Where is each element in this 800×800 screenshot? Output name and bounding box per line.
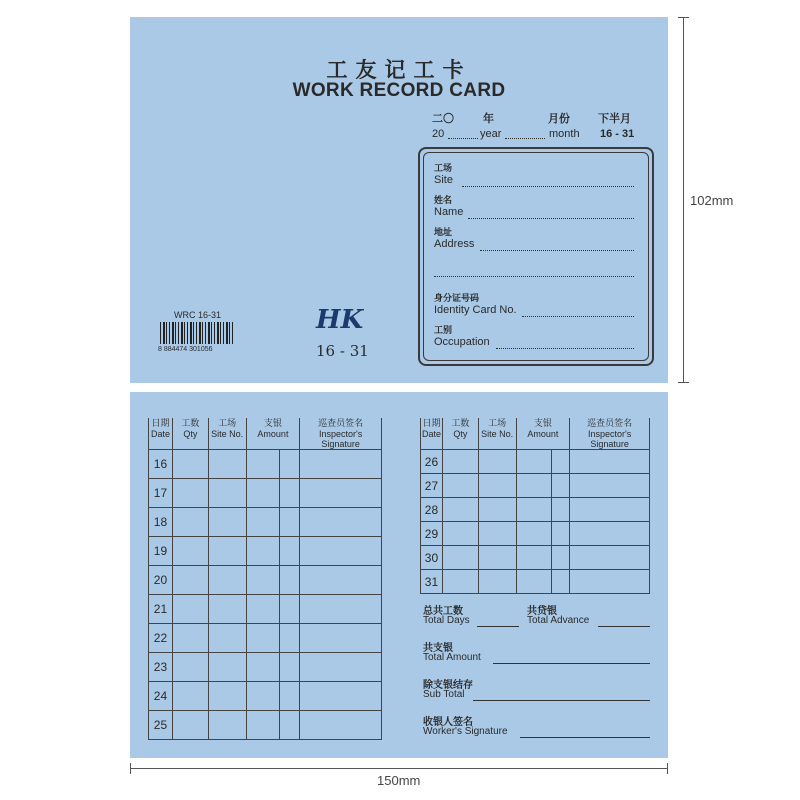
header-signature-zh: 巡查员签名 [587, 419, 633, 429]
amount-cents-cell[interactable] [552, 474, 570, 498]
qty-cell[interactable] [172, 653, 208, 682]
table-row [149, 595, 382, 624]
period-zh-year: 年 [483, 112, 494, 125]
amount-cell[interactable] [246, 624, 280, 653]
header-date-zh: 日期 [151, 419, 170, 429]
signature-cell[interactable] [300, 653, 382, 682]
amount-cents-cell[interactable] [552, 450, 570, 474]
address-field-1[interactable] [480, 250, 634, 251]
worker-signature-field[interactable] [520, 737, 650, 738]
amount-cents-cell[interactable] [280, 624, 300, 653]
table-row [149, 450, 382, 479]
address-label: Address [434, 238, 475, 250]
name-field[interactable] [468, 218, 634, 219]
date-cell: 20 [149, 566, 173, 595]
header-signature: Inspector's Signature [588, 429, 632, 449]
site-cell[interactable] [478, 522, 516, 546]
site-cell[interactable] [208, 537, 246, 566]
sub-total-label: Sub Total [423, 689, 465, 700]
qty-cell[interactable] [172, 624, 208, 653]
amount-cell[interactable] [516, 474, 552, 498]
amount-cell[interactable] [516, 522, 552, 546]
height-dimension-label: 102mm [690, 193, 734, 208]
total-advance-field[interactable] [598, 626, 650, 627]
table-row [149, 566, 382, 595]
header-amount: Amount [257, 429, 289, 439]
amount-cell[interactable] [246, 508, 280, 537]
logo-subtitle: 16 - 31 [316, 342, 369, 360]
amount-cents-cell[interactable] [280, 711, 300, 740]
amount-cell[interactable] [516, 498, 552, 522]
date-cell: 24 [149, 682, 173, 711]
table-row [421, 546, 650, 570]
amount-cell[interactable] [516, 546, 552, 570]
site-cell[interactable] [208, 479, 246, 508]
date-cell: 29 [421, 522, 443, 546]
info-box [418, 147, 654, 366]
signature-cell[interactable] [300, 682, 382, 711]
occupation-label: Occupation [434, 336, 490, 348]
header-amount-zh: 支银 [533, 419, 552, 429]
product-code: WRC 16-31 [174, 310, 222, 320]
header-qty-zh: 工数 [451, 419, 470, 429]
header-qty-zh: 工数 [181, 419, 200, 429]
site-cell[interactable] [208, 624, 246, 653]
date-cell: 21 [149, 595, 173, 624]
qty-cell[interactable] [172, 566, 208, 595]
month-blank [505, 138, 545, 139]
signature-cell[interactable] [570, 450, 650, 474]
site-cell[interactable] [478, 474, 516, 498]
hk-logo: HK [316, 305, 364, 335]
amount-cell[interactable] [246, 479, 280, 508]
site-cell[interactable] [478, 498, 516, 522]
width-dimension-label: 150mm [377, 773, 421, 788]
site-cell[interactable] [208, 508, 246, 537]
amount-cents-cell[interactable] [280, 682, 300, 711]
total-amount-label-zh: 共支银 [423, 643, 453, 654]
amount-cents-cell[interactable] [280, 595, 300, 624]
signature-cell[interactable] [570, 522, 650, 546]
total-days-field[interactable] [477, 626, 519, 627]
qty-cell[interactable] [442, 546, 478, 570]
table-row [149, 537, 382, 566]
date-cell: 27 [421, 474, 443, 498]
worker-signature-label: Worker's Signature [423, 726, 508, 737]
date-cell: 17 [149, 479, 173, 508]
date-cell: 23 [149, 653, 173, 682]
date-cell: 26 [421, 450, 443, 474]
amount-cents-cell[interactable] [280, 537, 300, 566]
header-site: Site No. [481, 429, 514, 439]
qty-cell[interactable] [172, 450, 208, 479]
identity-label: Identity Card No. [434, 304, 517, 316]
qty-cell[interactable] [442, 474, 478, 498]
signature-cell[interactable] [300, 537, 382, 566]
year-blank [448, 138, 478, 139]
signature-cell[interactable] [300, 566, 382, 595]
table-row [149, 508, 382, 537]
qty-cell[interactable] [442, 522, 478, 546]
width-dimension-tick-right [667, 763, 668, 774]
amount-cell[interactable] [516, 450, 552, 474]
header-signature: Inspector's Signature [319, 429, 363, 449]
width-dimension-line [130, 768, 668, 769]
sub-total-field[interactable] [473, 700, 650, 701]
period-zh-twenty: 二〇 [432, 112, 454, 125]
date-cell: 18 [149, 508, 173, 537]
total-advance-label-zh: 共贷银 [527, 606, 557, 617]
signature-cell[interactable] [300, 508, 382, 537]
amount-cell[interactable] [246, 595, 280, 624]
date-cell: 31 [421, 570, 443, 594]
signature-cell[interactable] [570, 498, 650, 522]
period-en-month: month [549, 128, 580, 140]
site-cell[interactable] [478, 570, 516, 594]
signature-cell[interactable] [300, 711, 382, 740]
date-cell: 22 [149, 624, 173, 653]
site-cell[interactable] [208, 450, 246, 479]
date-cell: 28 [421, 498, 443, 522]
signature-cell[interactable] [570, 474, 650, 498]
qty-cell[interactable] [172, 595, 208, 624]
header-amount-zh: 支银 [263, 419, 282, 429]
table-row [149, 711, 382, 740]
table-row [149, 479, 382, 508]
total-days-label: Total Days [423, 615, 470, 626]
signature-cell[interactable] [570, 546, 650, 570]
signature-cell[interactable] [570, 570, 650, 594]
qty-cell[interactable] [172, 537, 208, 566]
header-date-zh: 日期 [422, 419, 441, 429]
amount-cents-cell[interactable] [280, 653, 300, 682]
amount-cell[interactable] [246, 566, 280, 595]
header-qty: Qty [183, 429, 198, 439]
name-label: Name [434, 206, 464, 218]
table-row [149, 624, 382, 653]
total-amount-field[interactable] [493, 663, 650, 664]
period-en-year: year [480, 128, 502, 140]
table-row [149, 682, 382, 711]
name-label-zh: 姓名 [434, 196, 453, 206]
title-english: WORK RECORD CARD [292, 80, 506, 101]
identity-label-zh: 身分证号码 [434, 294, 480, 304]
width-dimension-tick-left [130, 763, 131, 774]
height-dimension-line [683, 17, 684, 383]
address-label-zh: 地址 [434, 228, 453, 238]
identity-field[interactable] [522, 316, 634, 317]
signature-cell[interactable] [300, 479, 382, 508]
total-amount-label: Total Amount [423, 652, 481, 663]
signature-cell[interactable] [300, 450, 382, 479]
amount-cents-cell[interactable] [552, 498, 570, 522]
sub-total-label-zh: 除支银结存 [423, 680, 473, 691]
site-cell[interactable] [208, 682, 246, 711]
occupation-field[interactable] [496, 348, 634, 349]
amount-cents-cell[interactable] [552, 570, 570, 594]
back-card [130, 392, 668, 758]
period-en-range: 16 - 31 [600, 128, 635, 140]
header-amount: Amount [527, 429, 559, 439]
height-dimension-tick-top [678, 17, 689, 18]
address-field-2[interactable] [434, 276, 634, 277]
qty-cell[interactable] [172, 508, 208, 537]
header-date: Date [150, 429, 170, 439]
site-field[interactable] [462, 186, 634, 187]
signature-cell[interactable] [300, 624, 382, 653]
table-row [149, 653, 382, 682]
header-signature-zh: 巡查员签名 [318, 419, 364, 429]
total-advance-label: Total Advance [527, 615, 590, 626]
site-cell[interactable] [208, 653, 246, 682]
date-cell: 19 [149, 537, 173, 566]
site-cell[interactable] [208, 595, 246, 624]
occupation-label-zh: 工别 [434, 326, 453, 336]
amount-cents-cell[interactable] [280, 508, 300, 537]
header-site-zh: 工场 [488, 419, 507, 429]
site-cell[interactable] [478, 546, 516, 570]
period-zh-month: 月份 [548, 112, 570, 125]
qty-cell[interactable] [172, 682, 208, 711]
header-site: Site No. [211, 429, 244, 439]
signature-cell[interactable] [300, 595, 382, 624]
site-cell[interactable] [208, 711, 246, 740]
qty-cell[interactable] [442, 450, 478, 474]
qty-cell[interactable] [172, 711, 208, 740]
date-cell: 16 [149, 450, 173, 479]
front-card [130, 17, 668, 383]
site-label-zh: 工场 [434, 164, 453, 174]
amount-cents-cell[interactable] [280, 479, 300, 508]
left-record-table [148, 418, 382, 740]
amount-cents-cell[interactable] [280, 450, 300, 479]
barcode [160, 322, 234, 344]
amount-cell[interactable] [246, 537, 280, 566]
amount-cell[interactable] [246, 653, 280, 682]
table-row [421, 450, 650, 474]
qty-cell[interactable] [172, 479, 208, 508]
qty-cell[interactable] [442, 498, 478, 522]
barcode-number: 8 884474 301056 [158, 346, 213, 353]
header-site-zh: 工场 [218, 419, 237, 429]
amount-cents-cell[interactable] [552, 546, 570, 570]
amount-cell[interactable] [516, 570, 552, 594]
site-label: Site [434, 174, 453, 186]
site-cell[interactable] [478, 450, 516, 474]
right-record-table [420, 418, 650, 594]
period-en-twenty: 20 [432, 128, 445, 140]
date-cell: 25 [149, 711, 173, 740]
amount-cell[interactable] [246, 450, 280, 479]
period-zh-half: 下半月 [598, 112, 631, 125]
site-cell[interactable] [208, 566, 246, 595]
date-cell: 30 [421, 546, 443, 570]
title-chinese: 工友记工卡 [326, 58, 472, 82]
header-qty: Qty [453, 429, 468, 439]
amount-cents-cell[interactable] [280, 566, 300, 595]
amount-cents-cell[interactable] [552, 522, 570, 546]
height-dimension-tick-bottom [678, 382, 689, 383]
qty-cell[interactable] [442, 570, 478, 594]
amount-cell[interactable] [246, 682, 280, 711]
header-date: Date [421, 429, 441, 439]
total-days-label-zh: 总共工数 [423, 606, 463, 617]
table-row [421, 570, 650, 594]
table-row [421, 474, 650, 498]
table-row [421, 522, 650, 546]
amount-cell[interactable] [246, 711, 280, 740]
worker-signature-label-zh: 收银人签名 [423, 717, 473, 728]
table-row [421, 498, 650, 522]
